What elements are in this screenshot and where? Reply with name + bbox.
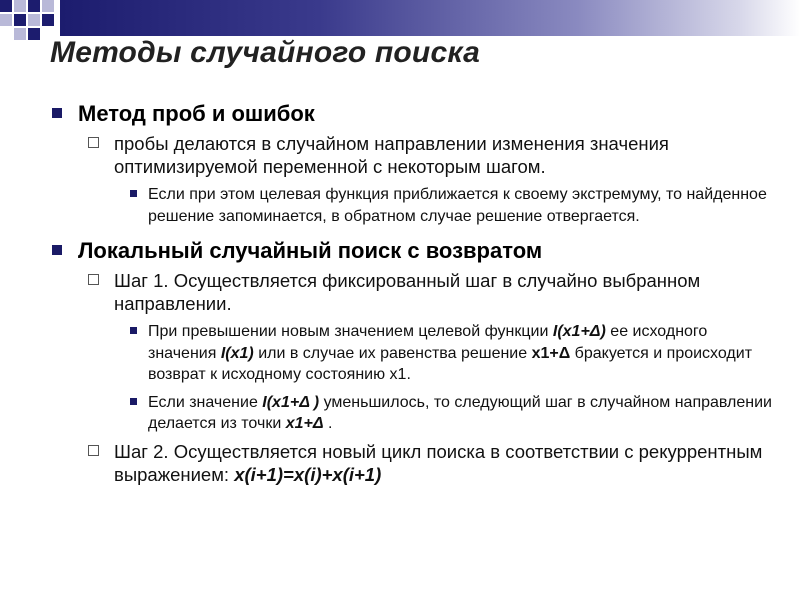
hollow-square-bullet-icon (88, 274, 99, 285)
sub-list-item (130, 184, 772, 227)
hollow-square-bullet-icon (88, 445, 99, 456)
formula: I(x1) (220, 344, 254, 362)
section-heading (52, 237, 772, 264)
sub-list-item-text-part: уменьшилось, то следующий шаг в случайном направлении делается из точки (148, 393, 772, 432)
formula: x1+Δ (285, 415, 324, 432)
title-bar (0, 0, 800, 36)
section-heading-text: Метод проб и ошибок (78, 101, 315, 126)
sub-list-item-text-part: Если значение (148, 393, 263, 411)
square-bullet-icon (52, 108, 62, 118)
list-item-text: пробы делаются в случайном направлении изменения значения оптимизируемой переменной с некоторым шагом. (114, 133, 669, 177)
sub-list-item (130, 392, 772, 435)
sub-list-item-text-part: ее исходного значения (148, 323, 708, 362)
formula: I(x1+Δ ) (262, 393, 320, 411)
list-item (88, 132, 772, 178)
sub-list-item-text-part: . (323, 415, 333, 432)
slide-title: Методы случайного поиска (50, 36, 481, 69)
square-bullet-icon (52, 245, 62, 255)
formula: x(i+1)=x(i)+x(i+1) (234, 463, 382, 485)
list-item-text: Шаг 1. Осуществляется фиксированный шаг в случайно выбранном направлении. (114, 270, 701, 314)
sub-list-item-text: Если при этом целевая функция приближается к своему экстремуму, то найденное решение запоминается, в обратном случае решение отвергается. (148, 186, 767, 225)
formula: I(x1+Δ) (552, 323, 606, 340)
formula: x1+Δ (531, 344, 571, 362)
slide-content (52, 100, 772, 486)
small-square-bullet-icon (130, 190, 137, 197)
small-square-bullet-icon (130, 398, 137, 405)
section-heading-text: Локальный случайный поиск с возвратом (78, 238, 543, 263)
list-item (88, 269, 772, 315)
sub-list-item (130, 321, 772, 386)
sub-list-item-text-part: При превышении новым значением целевой функции (148, 323, 553, 340)
header-gradient-bar (60, 0, 800, 36)
small-square-bullet-icon (130, 327, 137, 334)
list-item (88, 440, 772, 486)
sub-list-item-text-part: или в случае их равенства решение (253, 344, 532, 362)
hollow-square-bullet-icon (88, 137, 99, 148)
list-item-text: Шаг 2. Осуществляется новый цикл поиска в соответствии с рекуррентным выражением: (114, 440, 763, 485)
sub-list-item-text-part: бракуется и происходит возврат к исходному состоянию x1. (148, 344, 753, 383)
section-heading (52, 100, 772, 127)
